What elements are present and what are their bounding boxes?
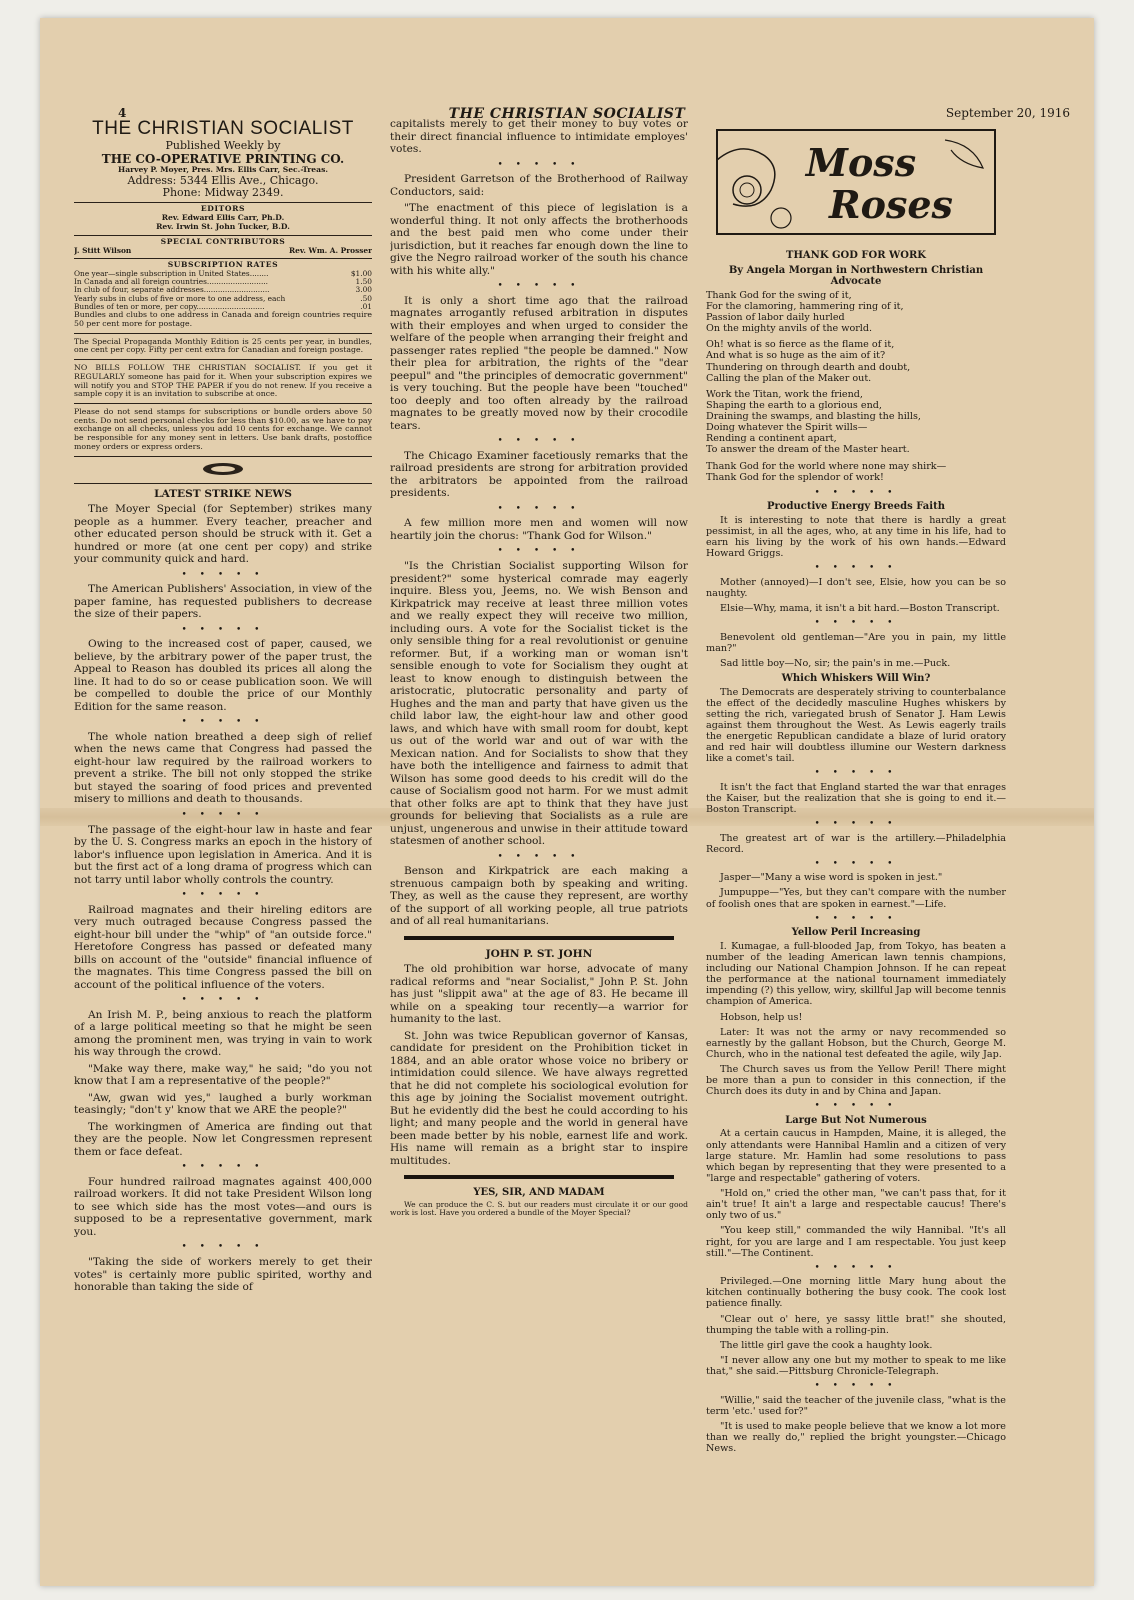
paragraph: The passage of the eight-hour law in haste and fear by the U. S. Congress marks an epoch in the history of labor's influence upon legislation in America. And it is but the first act of a long drama of progress which can not tarry until labor wholly controls the country.: [74, 823, 372, 886]
paragraph: President Garretson of the Brotherhood of Railway Conductors, said:: [390, 173, 688, 198]
poem-stanza: Work the Titan, work the friend, Shaping the earth to a glorious end, Draining the swamps, and blasting the hills, Doing whatever the Spirit wills— Rending a continent apart, To answer the dream of the Master heart.: [706, 388, 921, 456]
paragraph: "Willie," said the teacher of the juvenile class, "what is the term 'etc.' used for?": [706, 1394, 1006, 1417]
rates-list: [74, 270, 372, 311]
separator: • • • • •: [181, 1162, 265, 1173]
rate-row: One year—single subscription in United States........ $1.00: [74, 268, 372, 278]
separator: • • • • •: [497, 546, 581, 557]
separator: • • • • •: [181, 624, 265, 635]
paragraph: "Hold on," cried the other man, "we can't pass that, for it ain't true! It ain't a large and respectable caucus! There's only two of us.": [706, 1188, 1006, 1222]
paragraph: "You keep still," commanded the wily Hannibal. "It's all right, for you are large and I am respectable. You just keep still."—The Continent.: [706, 1225, 1006, 1259]
paragraph: The whole nation breathed a deep sigh of relief when the news came that Congress had passed the eight-hour law required by the railroad workers to prevent a strike. The bill not only stopped the strike but stayed the soaring of food prices and prevented misery to millions and death to thousands.: [74, 730, 372, 806]
paragraph: capitalists merely to get their money to buy votes or their direct financial influence to intimidate employes' votes.: [390, 118, 688, 155]
separator: • • • • •: [181, 569, 265, 580]
paragraph: The workingmen of America are finding out that they are the people. Now let Congressmen represent them or face defeat.: [74, 1120, 372, 1158]
paragraph: Privileged.—One morning little Mary hung about the kitchen continually bothering the busy cook. The cook lost patience finally.: [706, 1276, 1006, 1310]
column-3: [706, 118, 1006, 1550]
rate-row: Yearly subs in clubs of five or more to one address, each .50: [74, 293, 372, 303]
issue-date: September 20, 1916: [945, 106, 1070, 120]
paragraph: The Chicago Examiner facetiously remarks that the railroad presidents are strong for arbitration provided the arbitrators be appointed from the railroad presidents.: [390, 449, 688, 500]
rate-row: Bundles of ten or more, per copy............................. .01: [74, 302, 372, 311]
separator: • • • • •: [497, 503, 581, 514]
paragraph: St. John was twice Republican governor of Kansas, candidate for president on the Prohibition ticket in 1884, and an able orator whose voice no bribery or intimidation could silence. We have always regretted that he did not complete his sociological evolution for this age by joining the Socialist movement outright. But he evidently did the best he could according to his light; and many people and the world in general have been made better by his noble, earnest life and work. His name will remain as a bright star to inspire multitudes.: [390, 1029, 688, 1167]
paragraph: Hobson, help us!: [720, 1011, 803, 1023]
logo-moss: Moss: [805, 140, 917, 185]
contributor-right: Rev. Wm. A. Prosser: [289, 245, 372, 255]
paragraph: Benson and Kirkpatrick are each making a strenuous campaign both by speaking and writing. They, as well as the cause they represent, are worthy of the support of all working people, all true patriots and of all real humanitarians.: [390, 865, 688, 928]
paragraph: "Taking the side of workers merely to get their votes" is certainly more public spirited, worthy and honorable than taking the side of: [74, 1256, 372, 1293]
paragraph: At a certain caucus in Hampden, Maine, it is alleged, the only attendants were Hannibal Hamlin and a citizen of very large stature. Mr. Hamlin had some resolutions to pass which began by representing that they were presented to a "large and respectable" gathering of voters.: [706, 1128, 1006, 1184]
paragraph: "Clear out o' here, ye sassy little brat!" she shouted, thumping the table with a rolling-pin.: [706, 1313, 1006, 1336]
paragraph: The old prohibition war horse, advocate of many radical reforms and "near Socialist," John P. St. John has just "slippit awa" at the age of 83. He became ill while on a speaking tour recently—a warrior for humanity to the last.: [390, 963, 688, 1026]
running-title: THE CHRISTIAN SOCIALIST: [448, 106, 686, 122]
paragraph: The Democrats are desperately striving to counterbalance the effect of the decidedly masculine Hughes whiskers by setting the rich, variegated brush of Senator J. Ham Lewis against them throughout the West. As Lewis eagerly trails the energetic Republican candidate a blaze of lurid oratory and red hair will doubtless illumine our Western darkness like a comet's tail.: [706, 686, 1006, 765]
paragraph: The greatest art of war is the artillery.—Philadelphia Record.: [706, 832, 1006, 855]
paragraph: I. Kumagae, a full-blooded Jap, from Tokyo, has beaten a number of the leading American lawn tennis champions, including our National Champion Johnson. If he can repeat the performance at the national tournament immediately impending (?) this yellow, wiry, skillful Jap will become tennis champion of America.: [706, 940, 1006, 1008]
editor-1: Rev. Edward Ellis Carr, Ph.D.: [161, 212, 285, 222]
masthead-publisher: THE CO-OPERATIVE PRINTING CO.: [101, 151, 345, 166]
column-1: [74, 118, 372, 1550]
paragraph: Owing to the increased cost of paper, caused, we believe, by the arbitrary power of the paper trust, the Appeal to Reason has doubled its prices all along the line. It had to do so or cease publication soon. We will be compelled to double the price of our Monthly Edition for the same reason.: [74, 638, 372, 713]
yes-sir-heading: YES, SIR, AND MADAM: [473, 1187, 605, 1199]
editor-2: Rev. Irwin St. John Tucker, B.D.: [156, 221, 290, 231]
poem: [706, 290, 1006, 483]
separator: • • • • •: [814, 768, 898, 779]
item-heading: Which Whiskers Will Win?: [781, 672, 931, 684]
separator: • • • • •: [814, 819, 898, 830]
st-john-heading: JOHN P. ST. JOHN: [485, 947, 593, 960]
paragraph: "Make way there, make way," he said; "do you not know that I am a representative of the people?": [74, 1062, 372, 1088]
subscription-rates-heading: SUBSCRIPTION RATES: [74, 258, 372, 270]
paragraph: Later: It was not the army or navy recommended so earnestly by the gallant Hobson, but the Church, George M. Church, who in the national test defeated the agile, wily Jap.: [706, 1026, 1006, 1060]
paragraph: Benevolent old gentleman—"Are you in pain, my little man?": [706, 631, 1006, 654]
separator: • • • • •: [814, 487, 898, 498]
rate-row: In Canada and all foreign countries.......................... 1.50: [74, 277, 372, 287]
rate-row: In club of four, separate addresses............................ 3.00: [74, 285, 372, 295]
logo-roses: Roses: [829, 182, 953, 227]
paragraph: It is interesting to note that there is hardly a great pessimist, in all the ages, who, at any time in his life, had to earn his living by the work of his own hands.—Edward Howard Griggs.: [706, 514, 1006, 560]
separator: • • • • •: [814, 858, 898, 869]
moss-roses-logo: [711, 120, 1001, 244]
paragraph: It isn't the fact that England started the war that enrages the Kaiser, but the realization that she is going to end it.—Boston Transcript.: [706, 781, 1006, 816]
separator: • • • • •: [814, 563, 898, 574]
separator: • • • • •: [181, 995, 265, 1006]
column-2: [390, 118, 688, 1550]
paragraph: Sad little boy—No, sir; the pain's in me.—Puck.: [720, 657, 951, 669]
masthead-published: Published Weekly by: [165, 139, 281, 153]
item-heading: Yellow Peril Increasing: [791, 927, 921, 939]
masthead-phone: Phone: Midway 2349.: [162, 185, 284, 199]
paragraph: "Is the Christian Socialist supporting Wilson for president?" some hysterical comrade may eagerly inquire. Bless you, Jeems, no. We wish Benson and Kirkpatrick may receive at least three million votes and we really expect they will receive two million, including ours. A vote for the Socialist ticket is the only sensible thing for a real revolutionist or genuine reformer. But, if a working man or woman isn't sensible enough to vote for Socialism they ought at least to know enough to distinguish between the aristocratic, plutocratic personality and party of Hughes and the man and party that have given us the child labor law, the eight-hour law and other good laws, and which have with small room for doubt, kept us out of the world war and out of war with the Mexican nation. And for Socialists to show that they have both the intelligence and fairness to admit that Wilson has some good deeds to his credit will do the cause of Socialism good not harm. For we must admit that other folks are apt to think that they have just grounds for believing that Socialists as a rule are unjust, ungenerous and unwise in their attitude toward statesmen of another school.: [390, 560, 688, 848]
item-heading: Productive Energy Breeds Faith: [767, 501, 945, 513]
separator: • • • • •: [497, 281, 581, 292]
propaganda-note: The Special Propaganda Monthly Edition is 25 cents per year, in bundles, one cent per copy. Fifty per cent extra for Canadian and foreign postage.: [74, 336, 372, 355]
stamps-note: Please do not send stamps for subscriptions or bundle orders above 50 cents. Do not send personal checks for less than $10.00, as we have to pay exchange on all checks, unless you add 10 cents for exchange. We cannot be responsible for any money sent in letters. Use bank drafts, postoffice money orders or express orders.: [74, 407, 372, 451]
separator: • • • • •: [814, 1381, 898, 1392]
poem-title: THANK GOD FOR WORK: [786, 250, 926, 261]
paragraph: Jumpuppe—"Yes, but they can't compare with the number of foolish ones that are spoken in earnest."—Life.: [706, 887, 1006, 910]
strike-news-heading: LATEST STRIKE NEWS: [154, 487, 292, 500]
contributor-left: J. Stitt Wilson: [74, 245, 132, 255]
paragraph: An Irish M. P., being anxious to reach the platform of a large political meeting so that he might be seen among the prominent men, was trying in vain to work his way through the crowd.: [74, 1008, 372, 1059]
masthead-address: Address: 5344 Ellis Ave., Chicago.: [127, 173, 319, 187]
paragraph: Four hundred railroad magnates against 400,000 railroad workers. It did not take President Wilson long to see which side has the most votes—and ours is supposed to be a representative government, mark you.: [74, 1175, 372, 1238]
no-bills-note: NO BILLS FOLLOW THE CHRISTIAN SOCIALIST. If you get it REGULARLY someone has paid for it. When your subscription expires we will notify you and STOP THE PAPER if you do not renew. If you receive a sample copy it is an invitation to subscribe at once.: [74, 363, 372, 399]
bundles-note: Bundles and clubs to one address in Canada and foreign countries require 50 per cent more for postage.: [74, 310, 372, 328]
poem-byline: By Angela Morgan in Northwestern Christian Advocate: [728, 264, 984, 288]
poem-stanza: Thank God for the swing of it, For the clamoring, hammering ring of it, Passion of labor daily hurled On the mighty anvils of the world.: [706, 289, 904, 335]
poem-stanza: Oh! what is so fierce as the flame of it, And what is so huge as the aim of it? Thundering on through dearth and doubt, Calling the plan of the Maker out.: [706, 339, 911, 384]
paragraph: Railroad magnates and their hireling editors are very much outraged because Congress passed the eight-hour bill under the "whip" of "an outside force." Heretofore Congress has passed or defeated many bills on account of the "outside" financial influence of the magnates. This time Congress passed the bill on account of the political influence of the voters.: [74, 903, 372, 991]
paragraph: Elsie—Why, mama, it isn't a bit hard.—Boston Transcript.: [720, 603, 1000, 614]
poem-stanza: Thank God for the world where none may shirk— Thank God for the splendor of work!: [706, 460, 947, 483]
item-heading: Large But Not Numerous: [785, 1114, 927, 1126]
paragraph: Mother (annoyed)—I don't see, Elsie, how you can be so naughty.: [706, 576, 1006, 599]
paragraph: A few million more men and women will now heartily join the chorus: "Thank God for Wilson.": [390, 517, 688, 542]
quote: "The enactment of this piece of legislation is a wonderful thing. It not only affects the brotherhoods and the best paid men who come under their jurisdiction, but it reaches far enough down the line to give the Negro railroad worker of the south his chance with his white ally.": [390, 202, 688, 277]
paragraph: "Aw, gwan wid yes," laughed a burly workman teasingly; "don't y' know that we ARE the people?": [74, 1091, 372, 1117]
separator: • • • • •: [814, 618, 898, 629]
special-contributors-heading: SPECIAL CONTRIBUTORS: [74, 235, 372, 247]
separator: • • • • •: [497, 159, 581, 170]
paragraph: The American Publishers' Association, in view of the paper famine, has requested publishers to decrease the size of their papers.: [74, 583, 372, 621]
separator: • • • • •: [814, 1101, 898, 1112]
separator: • • • • •: [181, 809, 265, 820]
separator: • • • • •: [814, 913, 898, 924]
separator: • • • • •: [181, 890, 265, 901]
section-rule: [404, 936, 674, 940]
editors-heading: EDITORS: [74, 202, 372, 214]
paragraph: It is only a short time ago that the railroad magnates arrogantly refused arbitration in disputes with their employes and when urged to consider the welfare of the people when arranging their freight and passenger rates replied "the people be damned." Now their plea for arbitration, the rights of the "dear peepul" and "the principles of democratic government" is very touching. But the people have been "touched" too deeply and too often already by the railroad magnates to be greatly moved now by their crocodile tears.: [390, 294, 688, 432]
paragraph: Jasper—"Many a wise word is spoken in jest.": [720, 872, 943, 884]
masthead-title: THE CHRISTIAN SOCIALIST: [92, 118, 354, 139]
strike-news: The Moyer Special (for September) strikes many people as a hummer. Every teacher, preacher and other educated person should be struck with it. Get a hundred or more (at one cent per copy) and strike your community quick and hard.: [74, 503, 372, 566]
separator: • • • • •: [181, 717, 265, 728]
masthead-officers: Harvey P. Moyer, Pres. Mrs. Ellis Carr, Sec.-Treas.: [118, 164, 328, 174]
paragraph: "It is used to make people believe that we know a lot more than we really do," replied the bright youngster.—Chicago News.: [706, 1420, 1006, 1455]
separator: • • • • •: [497, 436, 581, 447]
contributors-row: [74, 247, 372, 255]
section-rule: [404, 1175, 674, 1179]
paragraph: "I never allow any one but my mother to speak to me like that," she said.—Pittsburg Chronicle-Telegraph.: [706, 1354, 1006, 1378]
separator: • • • • •: [814, 1262, 898, 1273]
union-label-icon: [74, 461, 372, 479]
separator: • • • • •: [181, 1242, 265, 1253]
page-number: 4: [118, 106, 127, 120]
paragraph: We can produce the C. S. but our readers must circulate it or our good work is lost. Have you ordered a bundle of the Moyer Special?: [390, 1199, 688, 1218]
paragraph: The little girl gave the cook a haughty look.: [720, 1339, 933, 1351]
paragraph: The Church saves us from the Yellow Peril! There might be more than a pun to consider in this connection, if the Church does its duty in and by China and Japan.: [706, 1064, 1006, 1098]
separator: • • • • •: [497, 851, 581, 862]
